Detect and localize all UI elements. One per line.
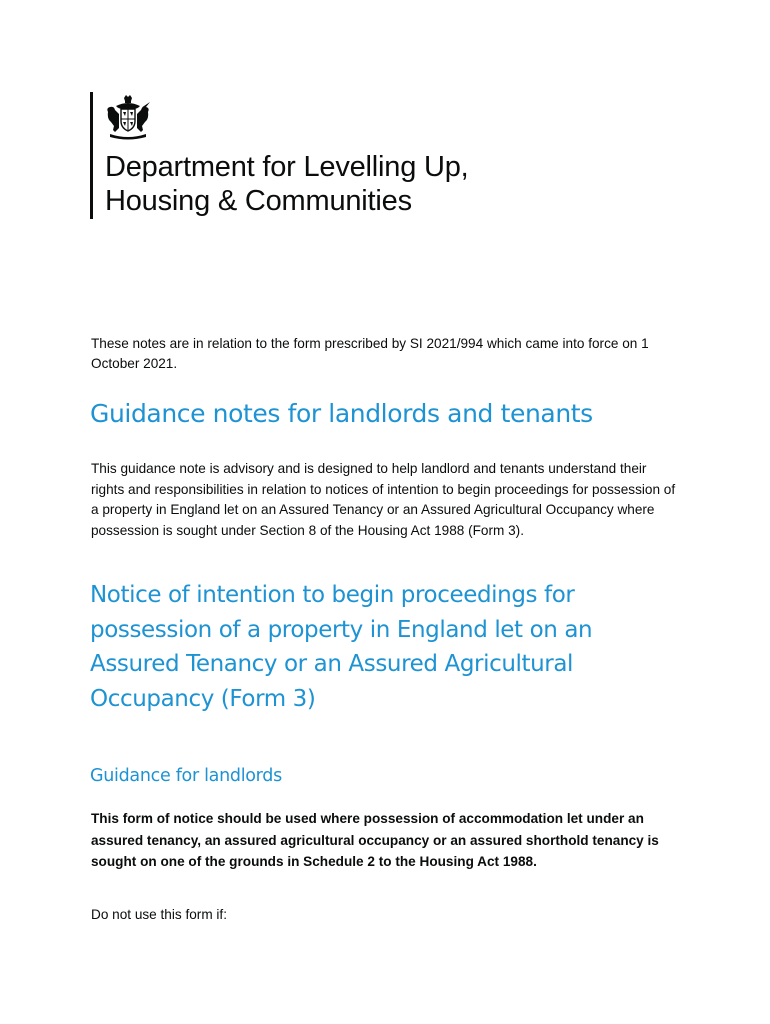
notice-heading: Notice of intention to begin proceedings for possession of a property in England let on an Assured Tenancy or an Assured Agricultural Occupancy (Form 3) xyxy=(90,582,593,712)
department-logo xyxy=(90,92,510,220)
department-name-line2: Housing & Communities xyxy=(105,185,412,217)
form-usage-paragraph: This form of notice should be used where possession of accommodation let under an assured tenancy, an assured agricultural occupancy or an assured shorthold tenancy is sought on one of the grounds in Schedule 2 to the Housing Act 1988. xyxy=(91,811,659,869)
intro-note: These notes are in relation to the form prescribed by SI 2021/994 which came into force on 1 October 2021. xyxy=(91,336,649,371)
advisory-paragraph: This guidance note is advisory and is designed to help landlord and tenants understand their rights and responsibilities in relation to notices of intention to begin proceedings for possession of a property in England let on an Assured Tenancy or an Assured Agricultural Occupancy where possession is sought under Section 8 of the Housing Act 1988 (Form 3). xyxy=(91,461,676,538)
department-name xyxy=(105,150,469,218)
landlords-guidance-heading: Guidance for landlords xyxy=(90,766,282,786)
royal-coat-of-arms-icon xyxy=(104,94,152,140)
main-heading: Guidance notes for landlords and tenants xyxy=(90,399,593,428)
department-name-line1: Department for Levelling Up, xyxy=(105,151,469,183)
do-not-use-line: Do not use this form if: xyxy=(91,907,227,922)
logo-divider-bar xyxy=(90,92,93,219)
